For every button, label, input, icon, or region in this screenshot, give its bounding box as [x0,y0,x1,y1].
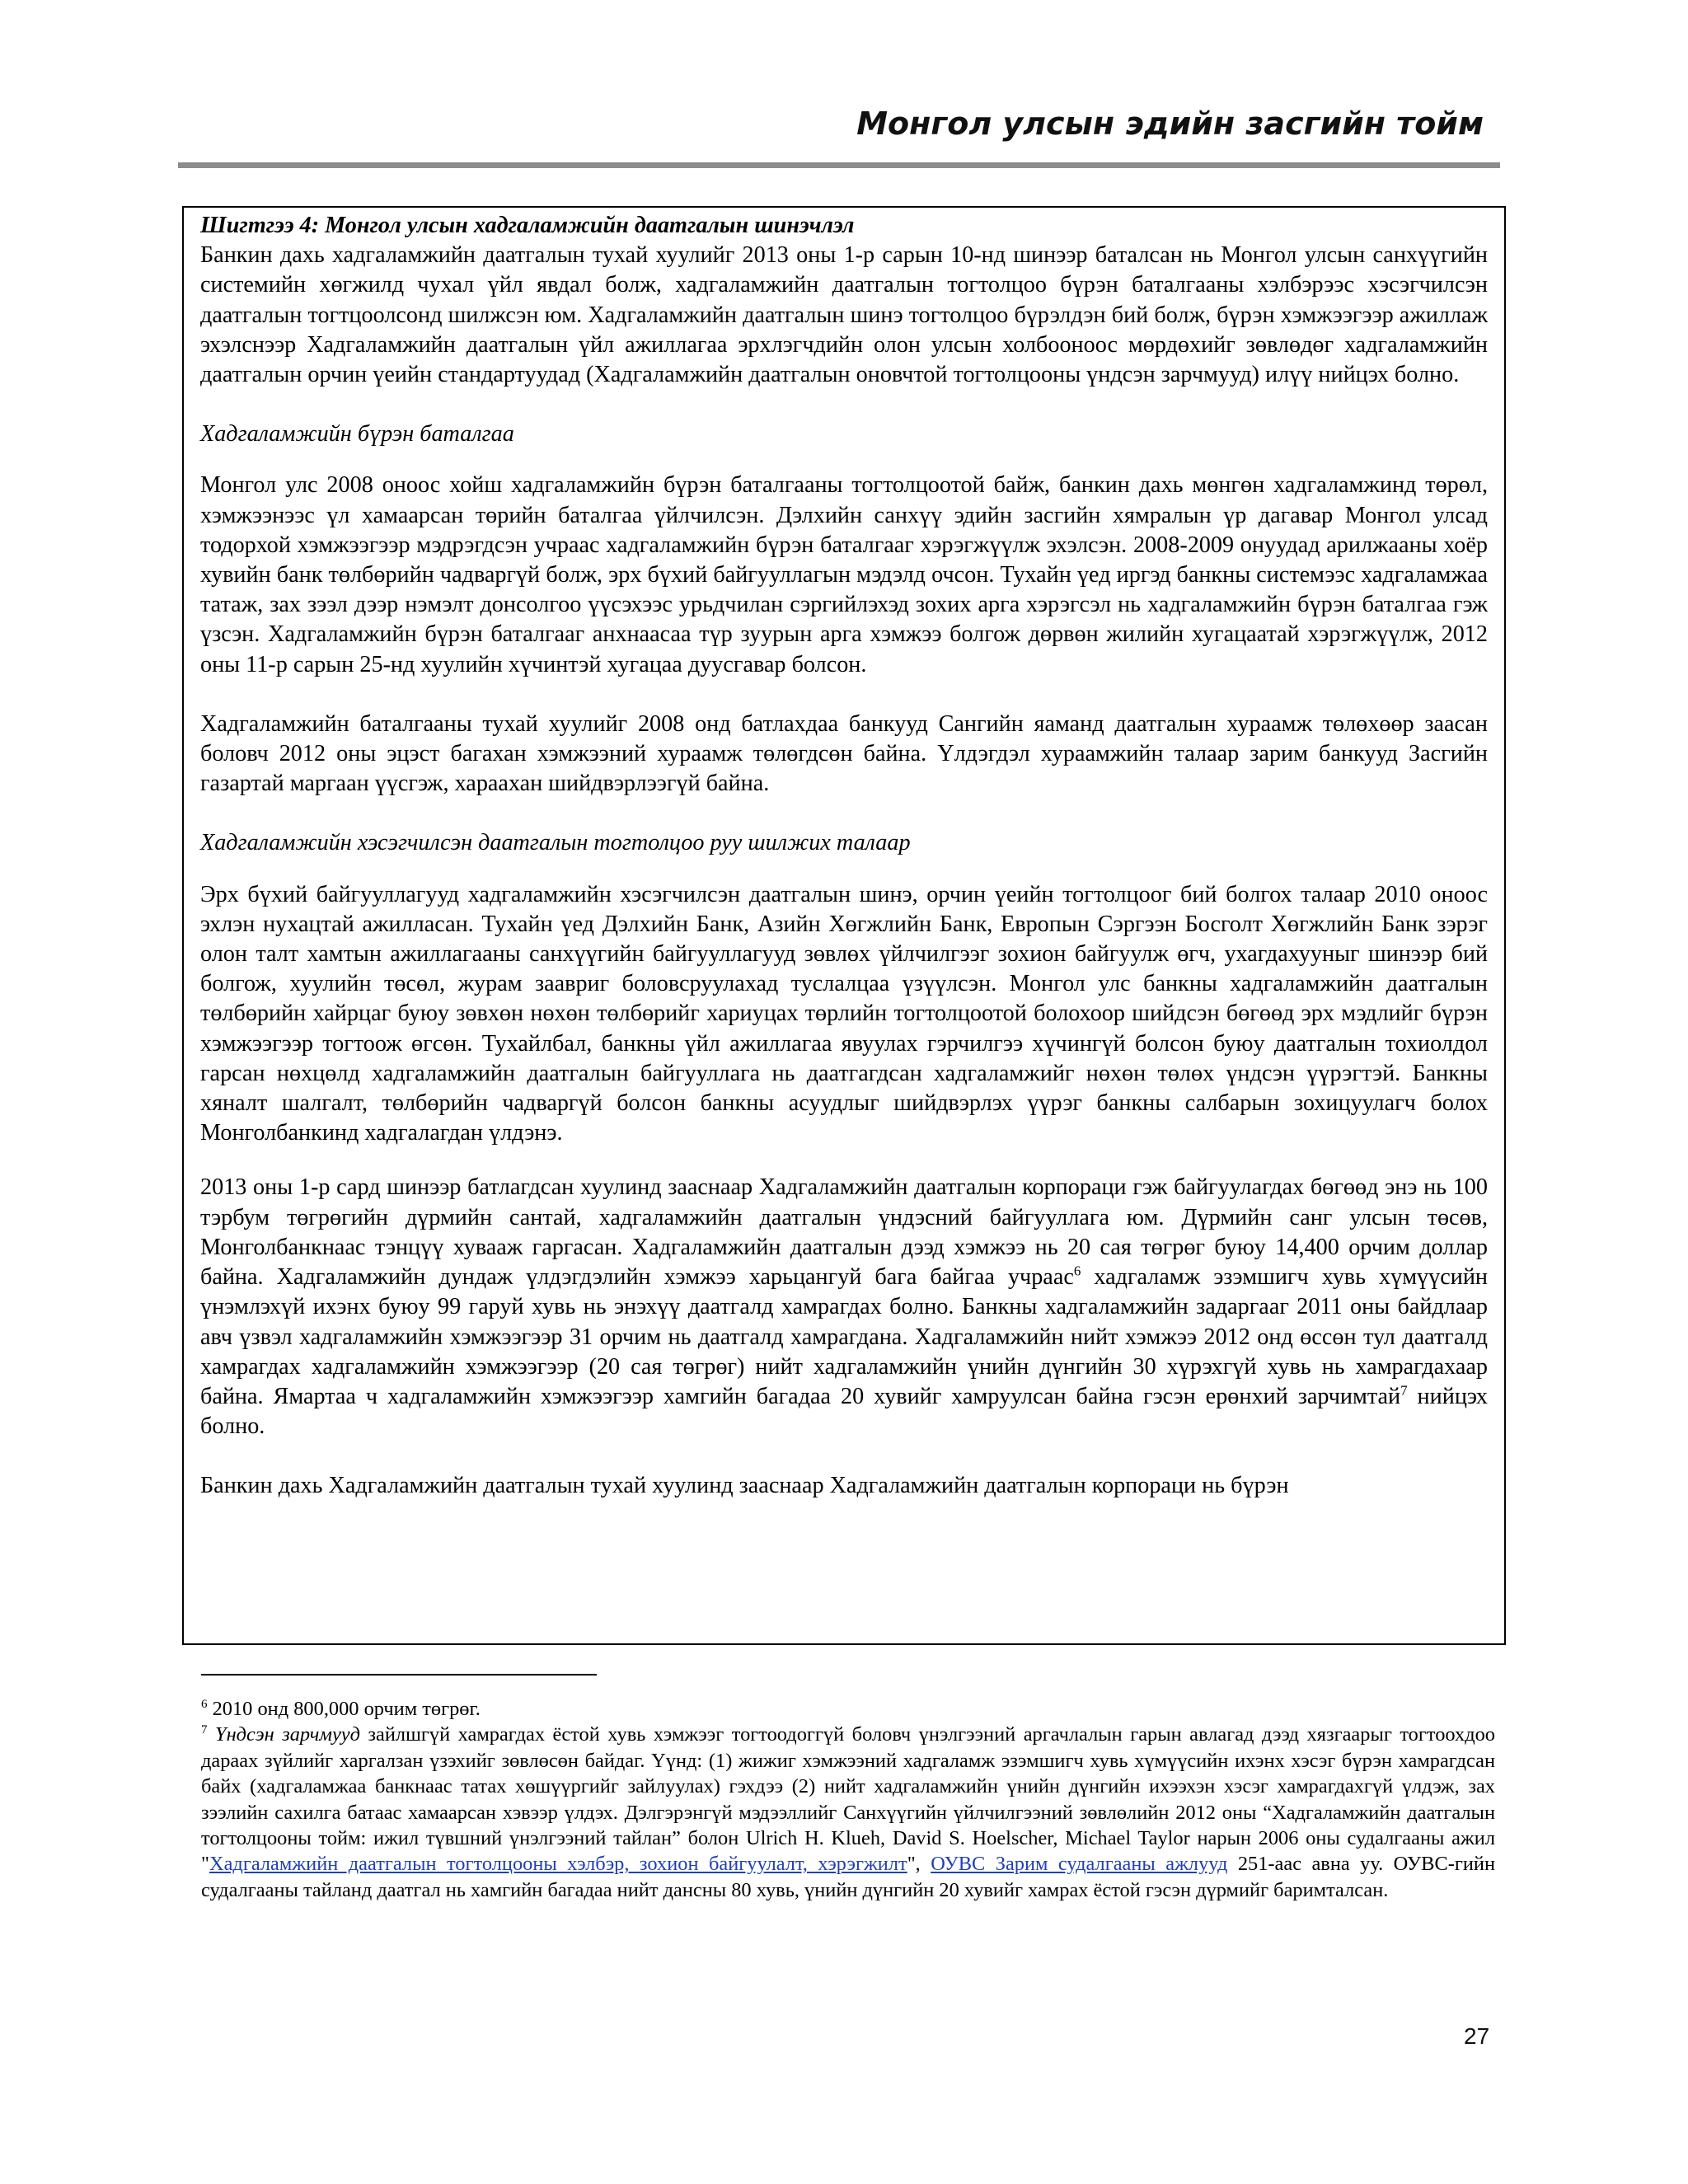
footnote-link-imf-series[interactable]: ОУВС Зарим судалгааны ажлууд [931,1853,1228,1876]
paragraph-text: 2013 оны 1-р сард шинээр батлагдсан хуулинд зааснаар Хадгаламжийн даатгалын корпораци гэж байгуулагдах бөгөөд энэ нь 100 тэрбум төгрөгийн дүрмийн сантай, хадгаламжийн даатгалын үндэсний байгууллага юм. Дүрмийн санг улсын төсөв, Монголбанкнаас тэнцүү хувааж гаргасан. Хадгаламжийн даатгалын дээд хэмжээ нь 20 сая төгрөг буюу 14,400 орчим доллар байна. Хадгаламжийн дундаж үлдэгдэлийн хэмжээ харьцангуй бага байгаа учраас [200,1174,1488,1291]
footnote-number: 7 [201,1723,208,1737]
box-paragraph: Эрх бүхий байгууллагууд хадгаламжийн хэсэгчилсэн даатгалын шинэ, орчин үеийн тогтолцоог бий болгох талаар 2010 оноос эхлэн нухацтай ажилласан. Тухайн үед Дэлхийн Банк, Азийн Хөгжлийн Банк, Европын Сэргээн Босголт Хөгжлийн Банк зэрэг олон талт хамтын ажиллагааны санхүүгийн байгууллагууд зөвлөх үйлчилгээг зохион байгуулж өгч, ухагдахууныг шинээр бий болгож, хуулийн төсөл, журам заавриг боловсруулахад туслалцаа үзүүлсэн. Монгол улс банкны хадгаламжийн даатгалын төлбөрийн хайрцаг буюу зөвхөн нөхөн төлбөрийг хариуцах төрлийн тогтолцоотой болохоор шийдсэн бөгөөд эрх мэдлийг бүрэн хэмжээгээр тогтоож өгсөн. Тухайлбал, банкны үйл ажиллагаа явуулах гэрчилгээ хүчингүй болсон буюу даатгалын тохиолдол гарсан нөхцөлд хадгаламжийн даатгалын байгууллага нь даатгагдсан хадгаламжийг нөхөн төлөх үндсэн үүрэгтэй. Банкны хяналт шалгалт, төлбөрийн чадваргүй болсон банкны асуудлыг шийдвэрлэх үүрэг банкны салбарын зохицуулагч болох Монголбанкинд хадгалагдан үлдэнэ. [200,881,1488,1146]
header-rule [178,162,1500,168]
footnote-ref-6[interactable]: 6 [1073,1263,1081,1279]
footnote-separator [201,1674,597,1675]
paragraph-text: нийцэх болно. [200,1383,1488,1440]
footnote-ref-7[interactable]: 7 [1400,1382,1408,1399]
footnote-6 [201,1696,1495,1722]
box-paragraph: Хадгаламжийн баталгааны тухай хуулийг 2008 онд батлахдаа банкууд Сангийн яаманд даатгалын хураамж төлөхөөр заасан боловч 2012 оны эцэст багахан хэмжээний хураамж төлөгдсөн байна. Үлдэгдэл хураамжийн талаар зарим банкууд Засгийн газартай маргаан үүсгэж, хараахан шийдвэрлээгүй байна. [200,710,1488,797]
page-number: 27 [1464,2023,1490,2049]
footnote-number: 6 [201,1697,208,1711]
box-paragraph: Банкин дахь хадгаламжийн даатгалын тухай хуулийг 2013 оны 1-р сарын 10-нд шинээр баталсан нь Монгол улсын санхүүгийн системийн хөгжилд чухал үйл явдал болж, хадгаламжийн даатгалын тогтолцоо бүрэн баталгааны хэлбэрээс хэсэгчилсэн даатгалын тогтцоолсонд шилжсэн юм. Хадгаламжийн даатгалын шинэ тогтолцоо бүрэлдэн бий болж, бүрэн хэмжээгээр ажиллаж эхэлснээр Хадгаламжийн даатгалын үйл ажиллагаа эрхлэгчдийн олон улсын холбооноос мөрдөхийг зөвлөдөг хадгаламжийн даатгалын орчин үеийн стандартуудад (Хадгаламжийн даатгалын оновчтой тогтолцооны үндсэн зарчмууд) илүү нийцэх болно. [200,242,1488,388]
footnote-7 [201,1722,1495,1903]
box-subheading: Хадгаламжийн хэсэгчилсэн даатгалын тогтолцоо руу шилжих талаар [200,830,911,856]
box-paragraph: Банкин дахь Хадгаламжийн даатгалын тухай хуулинд зааснаар Хадгаламжийн даатгалын корпораци нь бүрэн [200,1473,1289,1499]
footnote-text: ", [907,1853,931,1876]
box-paragraph: Монгол улс 2008 оноос хойш хадгаламжийн бүрэн баталгааны тогтолцоотой байж, банкин дахь мөнгөн хадгаламжинд төрөл, хэмжээнээс үл хамаарсан төрийн баталгаа үйлчилсэн. Дэлхийн санхүү эдийн засгийн хямралын үр дагавар Монгол улсад тодорхой хэмжээгээр мэдрэгдсэн учраас хадгаламжийн бүрэн баталгааг хэрэгжүүлж эхэлсэн. 2008-2009 онуудад арилжааны хоёр хувийн банк төлбөрийн чадваргүй болж, эрх бүхий байгууллагын мэдэлд очсон. Тухайн үед иргэд банкны системээс хадгаламжаа татаж, зах зээл дээр нэмэлт донсолгоо үүсэхээс урьдчилан сэргийлэхэд зохих арга хэрэгсэл нь хадгаламжийн бүрэн баталгаа гэж үзсэн. Хадгаламжийн бүрэн баталгааг анхнаасаа түр зуурын арга хэмжээ болгож дөрвөн жилийн хугацаатай хэрэгжүүлж, 2012 оны 11-р сарын 25-нд хуулийн хүчинтэй хугацаа дуусгавар болсон. [200,472,1488,677]
box-subheading: Хадгаламжийн бүрэн баталгаа [200,421,514,448]
footnote-emphasis: Үндсэн зарчмууд [207,1723,360,1746]
footnote-text: 251-аас авна уу. ОУВС-гийн судалгааны тайланд даатгал нь хамгийн багадаа нийт дансны 80 хувь, үнийн дүнгийн 20 хувийг хамрах ёстой гэсэн дүрмийг баримталсан. [201,1853,1495,1901]
sidebar-box [182,206,1506,1645]
running-header: Монгол улсын эдийн засгийн тойм [856,105,1484,142]
box-title: Шигтгээ 4: Монгол улсын хадгаламжийн даатгалын шинэчлэл [200,213,855,238]
box-paragraph [200,1173,1488,1441]
footnotes [201,1696,1495,1903]
footnote-text: зайлшгүй хамрагдах ёстой хувь хэмжээг тогтоодоггүй боловч үнэлгээний аргачлалын гарын авлагад дээд хязгаарыг тогтоохдоо дараах зүйлийг харгалзан үзэхийг зөвлөсөн байдаг. Үүнд: (1) жижиг хэмжээний хадгаламж эзэмшигч хувь хүмүүсийн ихэнх хэсэг бүрэн хамрагдсан байх (хадгаламжаа банкнаас татах хөшүүргийг зайлуулах) гэхдээ (2) нийт хадгаламжийн үнийн дүнгийн ихээхэн хэсэг хамрагдахгүй үлдэж, зах зээлийн сахилга батаас хамаарсан хэвээр үлдэх. Дэлгэрэнгүй мэдээллийг Санхүүгийн үйлчилгээний зөвлөлийн 2012 оны “Хадгаламжийн даатгалын тогтолцооны тойм: ижил түвшний үнэлгээний тайлан” болон Ulrich H. Klueh, David S. Hoelscher, Michael Taylor нарын 2006 оны судалгааны ажил " [201,1723,1495,1876]
footnote-link-imf-paper[interactable]: Хадгаламжийн даатгалын тогтолцооны хэлбэр, зохион байгуулалт, хэрэгжилт [209,1853,907,1876]
footnote-text: 2010 онд 800,000 орчим төгрөг. [207,1698,481,1720]
paragraph-text: хадгаламж эзэмшигч хувь хүмүүсийн үнэмлэхүй ихэнх буюу 99 гаруй хувь нь энэхүү даатгалд хамрагдах болно. Банкны хадгаламжийн задаргааг 2011 оны байдлаар авч үзвэл хадгаламжийн хэмжээгээр 31 орчим нь даатгалд хамрагдана. Хадгаламжийн нийт хэмжээ 2012 онд өссөн тул даатгалд хамрагдах хадгаламжийн хэмжээгээр (20 сая төгрөг) нийт хадгаламжийн үнийн дүнгийн 30 хүрэхгүй хувь нь хамрагдахаар байна. Ямартаа ч хадгаламжийн хэмжээгээр хамгийн багадаа 20 хувийг хамруулсан байна гэсэн ерөнхий зарчимтай [200,1264,1488,1409]
